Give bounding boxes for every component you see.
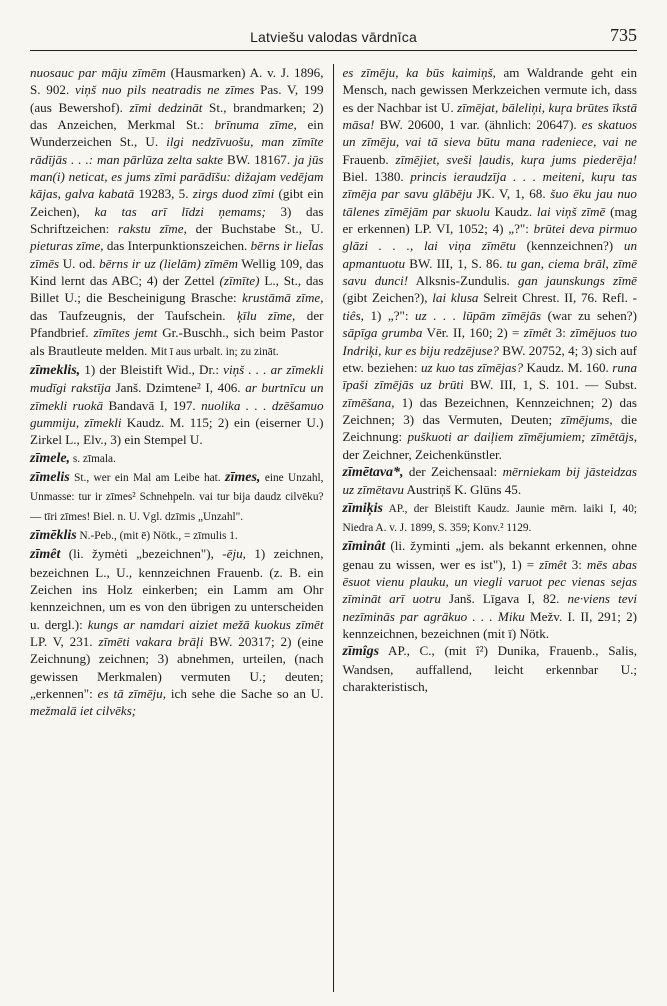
entry-text: brīnuma zīme, — [214, 117, 297, 133]
entry-text: (gibt ein Zeichen), — [30, 186, 324, 219]
entry-text: Mit ī aus urbalt. in; zu zināt. — [150, 345, 279, 358]
entry-text: eine Unzahl, Unmasse: tur ir zīmes² Schnehpeln. vai tur bija daudz cilvēku? — tīri zīmes! Biel. n. U. Vgl. dzīmis „Unzahl". — [30, 471, 324, 523]
left-column-entry — [30, 361, 324, 449]
entry-text: Janš. Līgava I, 82. — [440, 591, 568, 607]
left-column-entry — [30, 449, 324, 468]
entry-text: lai viņš zīmē — [536, 203, 606, 219]
left-column — [30, 64, 334, 992]
entry-text: 1) das Bezeichnen, Kennzeichnen; 2) das Zeichnen; 3) das Vermuten, Deuten; — [342, 394, 637, 427]
entry-text: tu gan, ciema brāl, zīmē savu dunci! — [342, 255, 638, 289]
entry-text: Kaudz. M. 160. — [523, 359, 613, 375]
entry-text: LP. V, 231. — [30, 634, 99, 649]
entry-text: pieturas zīme, — [30, 238, 104, 254]
entry-headword: zīmele, — [30, 450, 71, 466]
right-column-entry — [343, 499, 638, 538]
entry-text: es tā zīmēju, — [97, 686, 167, 702]
entry-text: Janš. Dzimtene² I, 406. — [110, 380, 246, 396]
entry-text: es zīmēju, ka būs kaimiņš, — [342, 65, 496, 80]
right-column — [334, 64, 638, 992]
entry-text: U. od. — [59, 255, 100, 271]
entry-text: BW. III, 1, S. 86. — [405, 255, 507, 271]
entry-text: viņš . . . ar zīmekli mudīgi rakstīja — [30, 361, 324, 396]
entry-text: Vēr. II, 160; 2) = — [422, 325, 524, 341]
entry-text: BW. III, 1, S. 101. — Subst. — [463, 377, 637, 393]
entry-text: 3: — [566, 556, 587, 572]
entry-text: Alksnis-Zundulis. — [408, 273, 519, 289]
entry-headword: zīmētava*, — [342, 464, 404, 480]
entry-text: 19283, 5. — [134, 186, 193, 202]
entry-text: (li. žyminti „jem. als bekannt erkennen, ohne genau zu wissen, wer es ist"), 1) = — [342, 538, 637, 572]
entry-text: šuo ēku jau nuo tālenes zīmējām par skuolu — [342, 186, 637, 219]
entry-text: Biel. 1380. — [342, 169, 411, 185]
entry-text: uz kuo tas zīmējas? — [420, 359, 524, 375]
entry-text: der Buchstabe St., U. — [186, 221, 324, 237]
entry-text: zirgs duod zīmi — [192, 186, 275, 202]
left-column-entry — [30, 64, 324, 361]
entry-text: BW. 20317; 2) (eine Zeichnung) zeichnen; 3) abnehmen, urteilen, (nach gewissen Merkmalen) vermuten U.; deuten; „erkennen": — [30, 634, 324, 702]
entry-headword: zīmelis — [30, 469, 70, 485]
entry-text: ein Wunderzeichen St., U. — [30, 117, 324, 150]
entry-text: -ēju, — [222, 546, 246, 562]
entry-text: Selreit Chrest. II, 76. Refl. — [478, 290, 633, 306]
entry-text: die Zeichnung: — [342, 411, 638, 445]
entry-headword: zīmîgs — [342, 644, 380, 660]
dictionary-columns — [30, 64, 637, 992]
entry-text: lai klusa — [432, 290, 479, 306]
entry-text: puškuoti ar daiļiem zīmējumiem; zīmētājs, — [407, 429, 638, 445]
running-title: Latviešu valodas vārdnīca — [250, 29, 417, 45]
entry-headword: zīmēklis — [30, 527, 77, 543]
entry-text: Pas. V, 199 (aus Bewershof). — [30, 82, 324, 115]
entry-text: BW. 18167. — [223, 151, 295, 167]
entry-text: ķīlu zīme, — [237, 307, 296, 323]
entry-text: (war zu sehen?) — [541, 307, 637, 323]
entry-text: (li. žymėti „bezeichnen"), — [60, 546, 223, 562]
entry-text: ne·viens tevi nezīminās par agrākuo . . . — [342, 591, 638, 624]
entry-text: ka tas arī līdzi ņemams; — [94, 203, 266, 219]
entry-text: viņš nuo pils neatradis ne zīmes — [74, 82, 255, 98]
entry-text: Miku — [497, 608, 525, 624]
entry-headword: zīmeklis, — [30, 362, 81, 378]
entry-headword: zīminât — [342, 539, 386, 555]
entry-text: gan jaunskungs zīmē — [518, 273, 637, 289]
entry-text: BW. 20600, 1 var. (ähnlich: 20647). — [374, 117, 582, 133]
entry-text: Frauenb. — [342, 151, 396, 167]
entry-text: nuolika . . . dzēšamuo gummiju, zīmekli — [30, 397, 324, 430]
entry-text: brūtei deva pirmuo glāzi . . ., lai viņa zīmētu — [342, 221, 637, 254]
entry-text: mērniekam bij jāsteidzas uz zīmētavu — [342, 463, 637, 498]
entry-text: 1) zeichnen, bezeichnen L., U., kennzeichnen Frauenb. (z. B. ein Zeichen ins Holz einkerben; ein Lamm am Ohr kennzeichnen, um es von den übrigen zu unterscheiden u. dergl.): — [30, 546, 324, 632]
entry-text: (gibt Zeichen?), — [342, 290, 433, 306]
entry-text: zīmêt — [523, 325, 552, 341]
entry-text: L., St., das Billet U.; die Bescheinigung Brasche: — [30, 273, 324, 306]
entry-text: zīmêt — [539, 556, 567, 572]
entry-text: Mežv. I. II, 291; 2) kennzeichnen, bezeichnen (mit ī) Nötk. — [342, 608, 637, 641]
entry-text: (kennzeichnen?) — [515, 238, 624, 254]
entry-text: uz . . . lūpām zīmējās — [415, 307, 542, 323]
entry-text: (mag er erkennen) LP. VI, 1052; 4) „?": — [342, 203, 637, 237]
entry-text: (Hausmarken) A. v. J. 1896, S. 902. — [30, 65, 324, 98]
entry-text: AP., C., (mit î²) Dunika, Frauenb., Salis, Wandsen, auffallend, leicht erkennbar U.; charakteristisch, — [342, 643, 637, 695]
entry-text: am Waldrande geht ein Mensch, nach gewissen Merkzeichen vermute ich, dass es der Nachbar ist U. — [342, 65, 638, 115]
left-column-entry — [30, 545, 324, 719]
right-column-entry — [343, 463, 638, 499]
page-number: 735 — [610, 25, 637, 45]
entry-text: zīmi dedzināt — [129, 99, 203, 115]
entry-text: ja jūs man(i) neticat, es jums zīmi parādīšu: dižajam vedējam kājas, galva kabatā — [30, 151, 324, 202]
entry-text: 1) „?": — [363, 307, 416, 323]
entry-text: BW. 20752, 4; 3) sich auf etw. beziehen: — [342, 342, 638, 375]
page-header — [30, 25, 637, 51]
entry-text: zīmējuos tuo Indriķi, kur es biju redzējuse? — [342, 325, 637, 358]
entry-text: zīmītes jemt — [93, 325, 158, 341]
entry-text: s. zīmala. — [70, 452, 116, 465]
entry-text: der Zeichensaal: — [403, 463, 503, 479]
right-column-entry — [343, 642, 638, 695]
entry-text: kungs ar namdari aiziet mežā kuokus zīmēt — [87, 616, 324, 632]
entry-text: ilgi nedzīvuošu, man zīmīte rādījās . . .: man pārlūza zelta sakte — [30, 134, 324, 167]
entry-text: bērns ir uz (lielām) zīmēm — [99, 255, 238, 271]
entry-text: mēs abas ēsuot vienu plauku, un viegli varuot pec vienas sejas zīmināt arī uotru — [342, 556, 638, 607]
entry-text: nuosauc par māju zīmēm — [30, 65, 166, 80]
entry-text: zīmējiet, sveši ļaudis, kuŗa jums piederēja! — [395, 151, 637, 167]
entry-headword: zīmiķis — [342, 500, 383, 516]
entry-text: ar burtnīcu un zīmekli ruokā — [30, 380, 324, 413]
entry-text: mežmalā iet cilvēks; — [30, 703, 137, 719]
entry-text: JK. V, 1, 68. — [472, 186, 551, 202]
entry-text: zīmējums, — [560, 411, 613, 427]
right-column-entry — [343, 537, 638, 642]
entry-text: es skatuos un zīmēju, vai tā sieva būtu mana radeniece, vai ne — [342, 117, 638, 150]
entry-text: rakstu zīme, — [118, 221, 187, 237]
entry-text: princis ieraudzīja . . . meiteni, kuŗu tas zīmēja par savu glābēju — [342, 169, 637, 202]
entry-text: Bandavā I, 197. — [103, 397, 202, 413]
entry-text: St., wer ein Mal am Leibe hat. — [69, 471, 226, 484]
left-column-entry — [30, 526, 324, 545]
entry-text: zīmēti vakara brāļi — [98, 634, 204, 649]
entry-text: bērns ir liel̄as zīmēs — [30, 238, 324, 271]
entry-text: Gr.-Buschh., sich beim Pastor als Brautleute melden. — [30, 325, 324, 358]
entry-text: der Pfandbrief. — [30, 307, 324, 341]
entry-text: der Zeichner, Zeichenkünstler. — [342, 446, 502, 462]
left-column-entry — [30, 468, 324, 526]
entry-text: -tiês, — [342, 290, 637, 323]
entry-headword: zīmes, — [225, 469, 261, 485]
entry-text: zīmējat, bāleliņi, kuŗa brūtes īkstā māsa! — [342, 99, 637, 133]
entry-text: St., brandmarken; 2) das Anzeichen, Merkmal St.: — [30, 99, 324, 133]
entry-text: 1) der Bleistift Wid., Dr.: — [80, 361, 224, 377]
entry-text: AP., der Bleistift Kaudz. Jaunie mērn. laiki I, 40; Niedra A. v. J. 1899, S. 359; Konv.² 1129. — [342, 502, 637, 534]
entry-text: Wellig 109, das Kind lernt das ABC; 4) der Zettel — [30, 255, 324, 289]
entry-text: Kaudz. — [489, 203, 537, 219]
entry-text: Austriņš K. Glūns 45. — [403, 482, 522, 498]
entry-text: 3: — [551, 325, 571, 341]
entry-text: das Taufzeugnis, der Taufschein. — [30, 307, 237, 323]
entry-text: krustāmā zīme, — [242, 290, 324, 306]
entry-text: N.-Peb., (mit ē) Nötk., = zīmulis 1. — [76, 529, 238, 542]
entry-headword: zīmêt — [30, 547, 61, 563]
entry-text: das Interpunktionszeichen. — [103, 238, 251, 254]
entry-text: Kaudz. M. 115; 2) ein (eiserner U.) Zirkel L., Elv., 3) ein Stempel U. — [30, 414, 324, 448]
entry-text: sāpīga grumba — [342, 325, 423, 341]
entry-text: zīmēšana, — [342, 394, 395, 410]
entry-text: runa īpaši zīmējās uz brūti — [342, 359, 637, 393]
right-column-entry — [343, 64, 638, 463]
entry-text: (zīmīte) — [219, 273, 260, 289]
entry-text: ich sehe die Sache so an U. — [166, 686, 324, 702]
entry-text: un apmantuotu — [342, 238, 637, 271]
entry-text: 3) das Schriftzeichen: — [30, 203, 324, 237]
